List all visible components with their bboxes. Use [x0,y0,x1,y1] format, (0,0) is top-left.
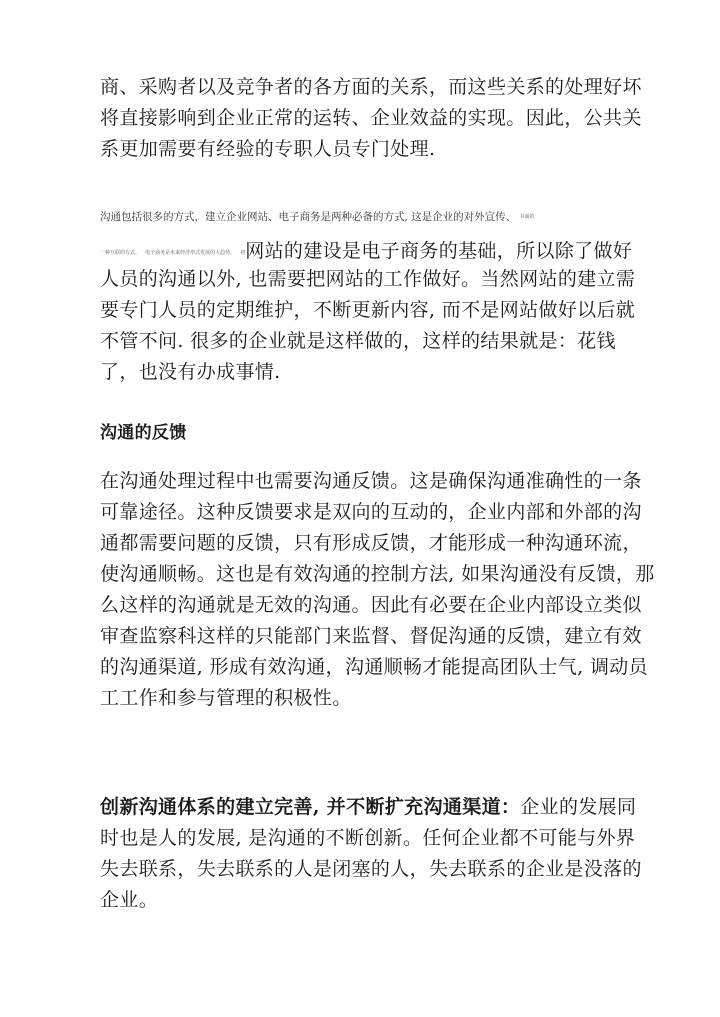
text-line: 时也是人的发展, 是沟通的不断创新。任何企业都不可能与外界 [100,827,636,849]
text-line: 的沟通渠道, 形成有效沟通，沟通顺畅才能提高团队士气, 调动员 [100,656,649,678]
text-line: 工工作和参与管理的积极性。 [100,687,352,709]
small-text-line [100,210,690,224]
text-line: 网站的建设是电子商务的基础，所以除了做好 [245,240,633,262]
paragraph-feedback [100,466,655,714]
section-heading: 沟通的反馈 [100,423,187,443]
small-text: 沟通包括很多的方式，建立企业网站、电子商务是两种必备的方式, 这是企业的对外宣传、 [100,211,517,223]
text-line: 人员的沟通以外, 也需要把网站的工作做好。当然网站的建立需 [100,268,636,290]
text-line: 将直接影响到企业正常的运转、企业效益的实现。因此，公共关 [100,107,642,129]
text-line: 使沟通顺畅。这也是有效沟通的控制方法, 如果沟通没有反馈，那 [100,563,655,585]
text-line: 么这样的沟通就是无效的沟通。因此有必要在企业内部设立类似 [100,594,642,616]
tiny-text: 电子商务是未来经济形式发展的大趋势， [145,250,236,256]
text-line: 要专门人员的定期维护，不断更新内容, 而不是网站做好以后就 [100,299,636,321]
tiny-text: 初 [240,250,246,256]
text-line: 审查监察科这样的只能部门来监督、督促沟通的反馈，建立有效 [100,625,642,647]
mixed-size-line [100,236,632,263]
text-fragment: 企业的发展同 [520,796,637,818]
text-line: 失去联系，失去联系的人是闭塞的人，失去联系的企业是没落的 [100,858,642,880]
text-line: 系更加需要有经验的专职人员专门处理. [100,138,436,160]
bold-lead-text: 创新沟通体系的建立完善, 并不断扩充沟通渠道： [100,796,521,818]
text-line: 了，也没有办成事情. [100,361,281,383]
paragraph-innovation [100,792,642,916]
text-line: 在沟通处理过程中也需要沟通反馈。这是确保沟通准确性的一条 [100,470,642,492]
tiny-text: 书面的 [519,214,535,220]
text-line: 企业。 [100,889,159,911]
text-line: 不管不问. 很多的企业就是这样做的，这样的结果就是：花钱 [100,330,616,352]
paragraph-public-relations [100,72,642,165]
text-line: 可靠途径。这种反馈要求是双向的互动的，企业内部和外部的沟 [100,501,642,523]
text-line: 通都需要问题的反馈，只有形成反馈，才能形成一种沟通环流， [100,532,642,554]
paragraph-website [100,264,636,388]
tiny-text: 一种互联的方式。 [100,250,141,256]
text-line: 商、采购者以及竞争者的各方面的关系，而这些关系的处理好坏 [100,76,642,98]
text-line [100,792,637,823]
